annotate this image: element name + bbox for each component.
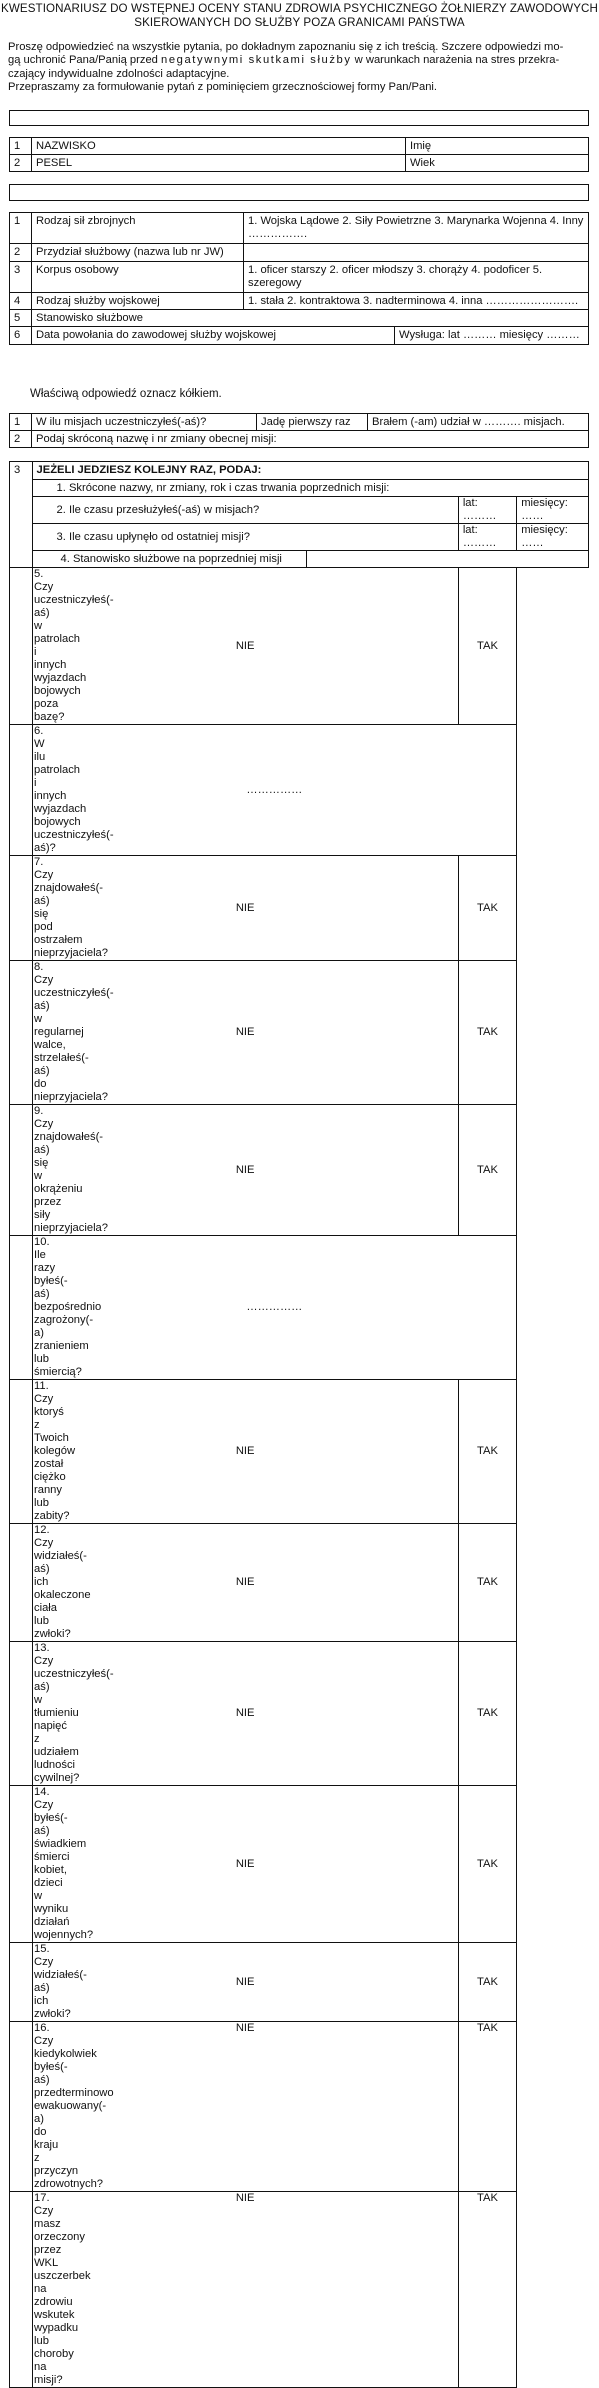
row-number: 4 xyxy=(10,293,32,310)
service-table xyxy=(9,212,589,345)
surname-field[interactable]: NAZWISKO xyxy=(32,138,406,155)
service-row-2 xyxy=(10,244,589,262)
service-row-4 xyxy=(10,293,589,310)
personal-row-1 xyxy=(10,138,589,155)
answer-no[interactable]: NIE xyxy=(32,1380,458,1524)
service-row-3 xyxy=(10,262,589,293)
yes-no-row xyxy=(10,1105,589,1236)
personal-row-2 xyxy=(10,155,589,172)
answer-yes[interactable]: TAK xyxy=(458,856,516,961)
previous-missions-field[interactable]: 1. Skrócone nazwy, nr zmiany, rok i czas trwania poprzednich misji: xyxy=(32,480,588,497)
question-text: 6. W ilu patrolach i innych wyjazdach bojowych uczestniczyłeś(-aś)? xyxy=(10,725,33,856)
blank-field-2[interactable] xyxy=(9,184,589,201)
answer-no[interactable]: NIE xyxy=(32,2192,458,2388)
corps-options[interactable]: 1. oficer starszy 2. oficer młodszy 3. chorąży 4. podoficer 5. szeregowy xyxy=(244,262,589,293)
service-type-label: Rodzaj służby wojskowej xyxy=(32,293,244,310)
question-text: 11. Czy ktoryś z Twoich kolegów został ciężko ranny lub zabity? xyxy=(10,1380,33,1524)
armed-forces-label: Rodzaj sił zbrojnych xyxy=(32,213,244,244)
row-number: 6 xyxy=(10,327,32,345)
title-line-1: KWESTIONARIUSZ DO WSTĘPNEJ OCENY STANU ZDROWIA PSYCHICZNEGO ŻOŁNIERZY ZAWODOWYCH xyxy=(1,2,598,15)
q3-row-2 xyxy=(10,497,589,524)
yes-no-questions xyxy=(10,568,589,2388)
instruction-note: Właściwą odpowiedź oznacz kółkiem. xyxy=(30,388,222,400)
answer-yes[interactable]: TAK xyxy=(458,568,516,725)
yes-no-row xyxy=(10,2192,589,2388)
intro-line-4: Przepraszamy za formułowanie pytań z pominięciem grzecznościowej formy Pan/Pani. xyxy=(8,81,438,94)
elapsed-years-field[interactable]: lat: ……… xyxy=(458,524,516,551)
answer-no[interactable]: NIE xyxy=(32,856,458,961)
position-field[interactable]: Stanowisko służbowe xyxy=(32,310,589,327)
q3-row-4 xyxy=(10,551,589,568)
row-number: 3 xyxy=(10,462,33,568)
title-line-2: SKIEROWANYCH DO SŁUŻBY POZA GRANICAMI PAŃSTWA xyxy=(134,16,465,29)
pesel-field[interactable]: PESEL xyxy=(32,155,406,172)
intro-line-2 xyxy=(8,54,588,67)
service-row-5 xyxy=(10,310,589,327)
q3-header-text: JEŻELI JEDZIESZ KOLEJNY RAZ, PODAJ: xyxy=(36,464,262,476)
mission-table xyxy=(9,413,589,448)
answer-yes[interactable]: TAK xyxy=(458,1380,516,1524)
yes-no-row xyxy=(10,1943,589,2022)
missions-count-question: W ilu misjach uczestniczyłeś(-aś)? xyxy=(32,414,257,431)
armed-forces-options[interactable]: 1. Wojska Lądowe 2. Siły Powietrzne 3. Marynarka Wojenna 4. Inny ……………. xyxy=(244,213,589,244)
q3-row-1 xyxy=(10,480,589,497)
intro-line-2a: gą uchronić Pana/Panią przed xyxy=(8,54,158,67)
answer-yes[interactable]: TAK xyxy=(458,1786,516,1943)
current-mission-field[interactable]: Podaj skróconą nazwę i nr zmiany obecnej misji: xyxy=(32,431,589,448)
yes-no-row xyxy=(10,1380,589,1524)
yes-no-row xyxy=(10,568,589,725)
question-text: 9. Czy znajdowałeś(-aś) się w okrążeniu przez siły nieprzyjaciela? xyxy=(10,1105,33,1236)
served-time-question: 2. Ile czasu przesłużyłeś(-aś) w misjach? xyxy=(32,497,458,524)
question-text: 13. Czy uczestniczyłeś(-aś) w tłumieniu napięć z udziałem ludności cywilnej? xyxy=(10,1642,33,1786)
yes-no-row xyxy=(10,725,589,856)
question-text: 17. Czy masz orzeczony przez WKL uszczerbek na zdrowiu wskutek wypadku lub choroby na misji? xyxy=(10,2192,33,2388)
answer-no[interactable]: NIE xyxy=(32,1642,458,1786)
previous-missions-option[interactable]: Brałem (-am) udział w ………. misjach. xyxy=(368,414,589,431)
answer-no[interactable]: NIE xyxy=(32,1943,458,2022)
intro-line-2c: w warunkach narażenia na stres przekra- xyxy=(354,54,560,67)
answer-no[interactable]: NIE xyxy=(32,568,458,725)
yes-no-row xyxy=(10,1642,589,1786)
answer-no[interactable]: NIE xyxy=(32,961,458,1105)
yes-no-row xyxy=(10,1524,589,1642)
question-text: 8. Czy uczestniczyłeś(-aś) w regularnej walce, strzelałeś(-aś) do nieprzyjaciela? xyxy=(10,961,33,1105)
row-number: 1 xyxy=(10,138,32,155)
question-text: 16. Czy kiedykolwiek byłeś(-aś) przedterminowo ewakuowany(-a) do kraju z przyczyn zdrowotnych? xyxy=(10,2022,33,2192)
row-number: 2 xyxy=(10,155,32,172)
service-type-options[interactable]: 1. stała 2. kontraktowa 3. nadterminowa 4. inna ……………………. xyxy=(244,293,589,310)
served-years-field[interactable]: lat: ……… xyxy=(458,497,516,524)
intro-line-3: czający indywidualne zdolności adaptacyjne. xyxy=(8,67,230,80)
mission-row-2 xyxy=(10,431,589,448)
answer-no[interactable]: NIE xyxy=(32,1105,458,1236)
question-text: 12. Czy widziałeś(-aś) ich okaleczone ciała lub zwłoki? xyxy=(10,1524,33,1642)
prev-position-field[interactable]: 4. Stanowisko służbowe na poprzedniej misji xyxy=(33,551,307,567)
elapsed-time-question: 3. Ile czasu upłynęło od ostatniej misji? xyxy=(32,524,458,551)
first-name-field[interactable]: Imię xyxy=(406,138,589,155)
question-text: 10. Ile razy byłeś(-aś) bezpośrednio zagrożony(-a) zranieniem lub śmiercią? xyxy=(10,1236,33,1380)
q3-row-3 xyxy=(10,524,589,551)
row-number: 2 xyxy=(10,244,32,262)
yes-no-row xyxy=(10,1236,589,1380)
elapsed-months-field[interactable]: miesięcy: …… xyxy=(517,524,589,551)
answer-no[interactable]: NIE xyxy=(32,2022,458,2192)
row-number: 3 xyxy=(10,262,32,293)
answer-yes[interactable]: TAK xyxy=(458,1524,516,1642)
assignment-field[interactable] xyxy=(244,244,589,262)
count-answer-field[interactable]: …………… xyxy=(32,1236,517,1380)
answer-no[interactable]: NIE xyxy=(32,1524,458,1642)
served-months-field[interactable]: miesięcy: …… xyxy=(517,497,589,524)
row-number: 1 xyxy=(10,213,32,244)
row-number: 2 xyxy=(10,431,32,448)
row-number: 1 xyxy=(10,414,32,431)
answer-yes[interactable]: TAK xyxy=(458,2192,516,2388)
yes-no-row xyxy=(10,856,589,961)
prev-position-cell xyxy=(32,551,588,568)
service-row-6 xyxy=(10,327,589,345)
answer-yes[interactable]: TAK xyxy=(458,2022,516,2192)
question-text: 5. Czy uczestniczyłeś(-aś) w patrolach i innych wyjazdach bojowych poza bazę? xyxy=(10,568,33,725)
count-answer-field[interactable]: …………… xyxy=(32,725,517,856)
question-text: 7. Czy znajdowałeś(-aś) się pod ostrzałem nieprzyjaciela? xyxy=(10,856,33,961)
yes-no-row xyxy=(10,2022,589,2192)
row-number: 5 xyxy=(10,310,32,327)
assignment-label: Przydział służbowy (nazwa lub nr JW) xyxy=(32,244,244,262)
document-title xyxy=(0,2,599,30)
q3-header xyxy=(32,462,588,480)
yes-no-row xyxy=(10,961,589,1105)
seniority-field[interactable]: Wysługa: lat ……… miesięcy ……… xyxy=(395,327,589,345)
previous-missions-table xyxy=(9,461,589,2388)
question-text: 15. Czy widziałeś(-aś) ich zwłoki? xyxy=(10,1943,33,2022)
question-text: 14. Czy byłeś(-aś) świadkiem śmierci kobiet, dzieci w wyniku działań wojennych? xyxy=(10,1786,33,1943)
first-time-option[interactable]: Jadę pierwszy raz xyxy=(257,414,368,431)
answer-yes[interactable]: TAK xyxy=(458,1943,516,2022)
intro-text xyxy=(8,41,588,95)
service-row-1 xyxy=(10,213,589,244)
appointment-date-field[interactable]: Data powołania do zawodowej służby wojskowej xyxy=(32,327,395,345)
intro-spaced-emphasis: negatywnymi skutkami służby xyxy=(161,54,352,67)
answer-yes[interactable]: TAK xyxy=(458,1642,516,1786)
answer-no[interactable]: NIE xyxy=(32,1786,458,1943)
answer-yes[interactable]: TAK xyxy=(458,1105,516,1236)
intro-line-1: Proszę odpowiedzieć na wszystkie pytania, po dokładnym zapoznaniu się z ich treścią. Szczere odpowiedzi mo- xyxy=(8,41,564,53)
q3-header-row xyxy=(10,462,589,480)
blank-field-1[interactable] xyxy=(9,110,589,126)
answer-yes[interactable]: TAK xyxy=(458,961,516,1105)
personal-table xyxy=(9,137,589,172)
corps-label: Korpus osobowy xyxy=(32,262,244,293)
yes-no-row xyxy=(10,1786,589,1943)
age-field[interactable]: Wiek xyxy=(406,155,589,172)
mission-row-1 xyxy=(10,414,589,431)
